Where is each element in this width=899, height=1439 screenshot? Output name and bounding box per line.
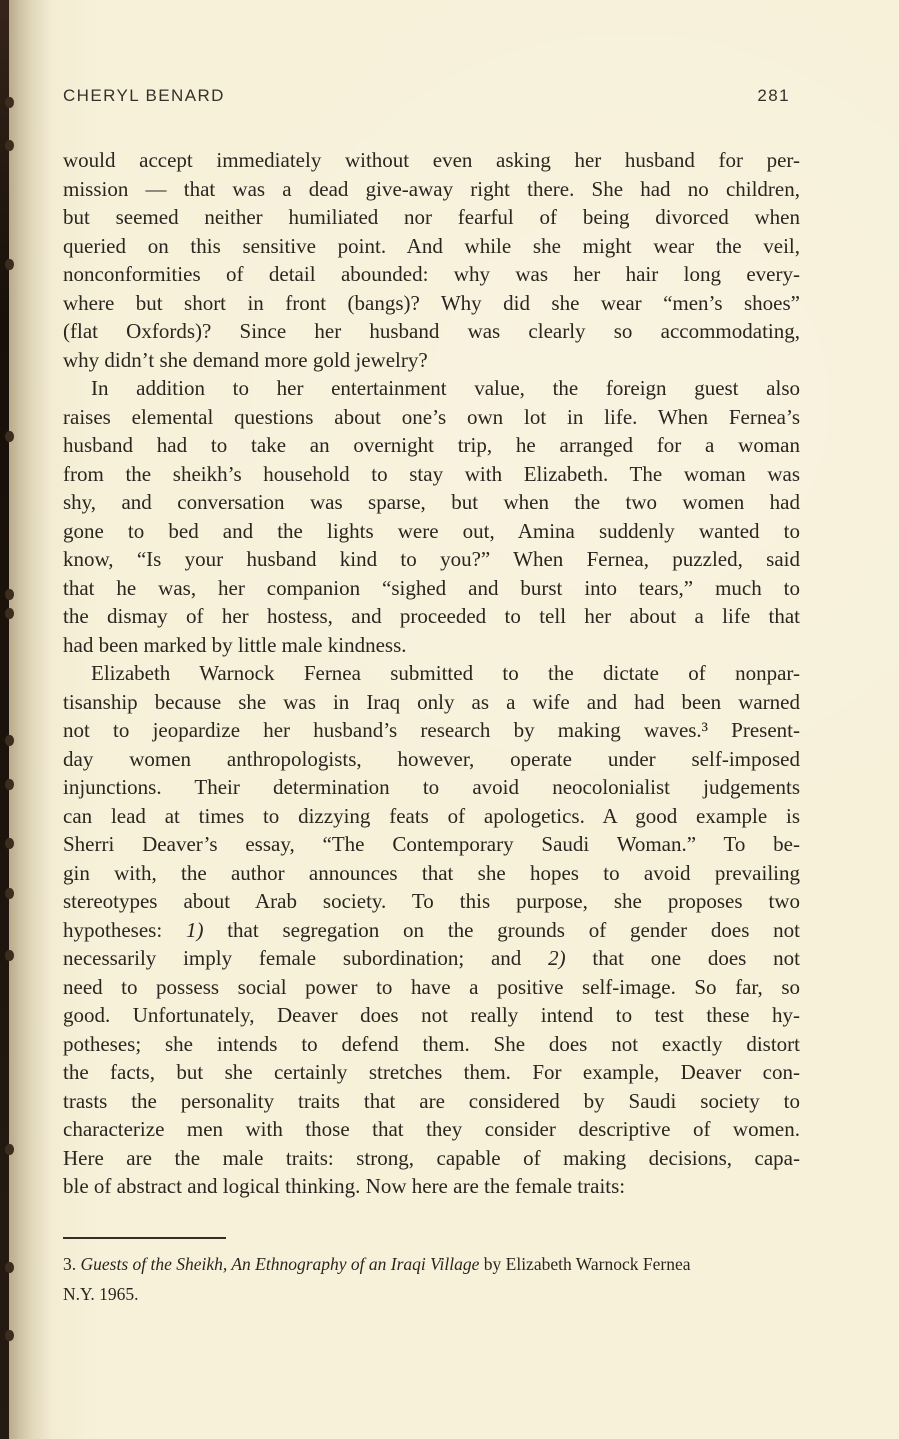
page-edge-mark: [5, 589, 14, 600]
header-page-number: 281: [757, 86, 790, 105]
page-edge-mark: [5, 1144, 14, 1155]
book-edge: [0, 0, 9, 1439]
text-segment: (flat Oxfords)? Since her husband was clearly so accommodating,: [63, 319, 800, 343]
body-text-line: [63, 232, 800, 261]
body-text-line: [63, 973, 800, 1002]
body-text-line: [63, 1087, 800, 1116]
text-segment: necessarily imply female subordination; and: [63, 946, 549, 970]
text-segment: would accept immediately without even asking her husband for per-: [63, 148, 800, 172]
body-text-line: [63, 802, 800, 831]
text-segment: need to possess social power to have a positive self-image. So far, so: [63, 974, 800, 999]
body-text-line: [63, 1001, 800, 1030]
body-text-line: [63, 688, 800, 717]
footnote-divider: [63, 1237, 226, 1239]
text-segment: that he was, her companion “sighed and burst into tears,” much to: [63, 575, 800, 600]
body-text-line: [63, 830, 800, 859]
italic-text: Guests of the Sheikh, An Ethnography of an Iraqi Village: [80, 1254, 480, 1274]
text-segment: Elizabeth Warnock Fernea submitted to the dictate of nonpar-: [91, 661, 800, 685]
footnote: [63, 1249, 823, 1309]
body-text-line: [63, 574, 800, 603]
text-segment: why didn’t she demand more gold jewelry?: [63, 347, 428, 372]
text-segment: potheses; she intends to defend them. She does not exactly distort: [63, 1031, 800, 1056]
text-segment: can lead at times to dizzying feats of apologetics. A good example is: [63, 803, 800, 828]
page-edge-mark: [5, 259, 14, 270]
body-text-line: [63, 431, 800, 460]
running-header: [63, 86, 790, 106]
text-segment: hypotheses:: [63, 917, 186, 942]
text-segment: know, “Is your husband kind to you?” When Fernea, puzzled, said: [63, 547, 800, 571]
body-text-line: [63, 1058, 800, 1087]
body-text-line: [63, 403, 800, 432]
body-text-line: [63, 517, 800, 546]
body-text-line: [63, 1144, 800, 1173]
text-segment: the dismay of her hostess, and proceeded to tell her about a life that: [63, 604, 800, 628]
page-curve-shadow: [9, 0, 53, 1439]
text-segment: nonconformities of detail abounded: why was her hair long every-: [63, 262, 800, 286]
body-text-line: [63, 260, 800, 289]
body-text-line: [63, 545, 800, 574]
footnote-line: [63, 1279, 823, 1309]
text-segment: good. Unfortunately, Deaver does not really intend to test these hy-: [63, 1003, 800, 1027]
page-edge-mark: [5, 1262, 14, 1273]
body-text-line: [63, 1115, 800, 1144]
text-segment: gin with, the author announces that she hopes to avoid prevailing: [63, 860, 800, 885]
text-segment: tisanship because she was in Iraq only as a wife and had been warned: [63, 689, 800, 714]
body-text-line: [63, 773, 800, 802]
body-text-line: [63, 488, 800, 517]
page-edge-mark: [5, 140, 14, 151]
paragraph: [63, 146, 800, 374]
body-text-line: [63, 289, 800, 318]
body-text-line: [63, 317, 800, 346]
text-segment: 3.: [63, 1254, 81, 1274]
body-text-line: [63, 859, 800, 888]
text-segment: shy, and conversation was sparse, but when the two women had: [63, 490, 800, 514]
body-text-line: [63, 346, 800, 375]
body-text-line: [63, 175, 800, 204]
text-segment: raises elemental questions about one’s own lot in life. When Fernea’s: [63, 404, 800, 429]
body-text-line: [63, 659, 800, 688]
page-edge-mark: [5, 950, 14, 961]
text-segment: Here are the male traits: strong, capable of making decisions, capa-: [63, 1145, 800, 1170]
body-text-line: [63, 944, 800, 973]
text-segment: In addition to her entertainment value, the foreign guest also: [91, 376, 800, 400]
text-segment: gone to bed and the lights were out, Amina suddenly wanted to: [63, 518, 800, 543]
page-edge-mark: [5, 608, 14, 619]
text-segment: but seemed neither humiliated nor fearful of being divorced when: [63, 205, 800, 229]
paragraph: [63, 659, 800, 1201]
text-segment: day women anthropologists, however, operate under self-imposed: [63, 746, 800, 771]
page-edge-mark: [5, 97, 14, 108]
text-segment: ble of abstract and logical thinking. Now here are the female traits:: [63, 1174, 626, 1198]
paragraph: [63, 1249, 823, 1309]
body-text: [63, 146, 800, 1201]
body-text-line: [63, 602, 800, 631]
text-segment: injunctions. Their determination to avoid neocolonialist judgements: [63, 775, 800, 799]
body-text-line: [63, 716, 800, 745]
text-segment: mission — that was a dead give-away right there. She had no children,: [63, 176, 800, 201]
text-segment: that segregation on the grounds of gender does not: [203, 917, 800, 942]
text-segment: stereotypes about Arab society. To this purpose, she proposes two: [63, 889, 800, 913]
footnote-line: [63, 1249, 823, 1279]
body-text-line: [63, 146, 800, 175]
page-edge-mark: [5, 779, 14, 790]
text-segment: that one does not: [565, 946, 800, 970]
text-segment: N.Y. 1965.: [63, 1284, 139, 1304]
text-segment: husband had to take an overnight trip, he arranged for a woman: [63, 433, 800, 457]
page-edge-mark: [5, 735, 14, 746]
body-text-line: [63, 1172, 800, 1201]
italic-text: 2): [548, 946, 566, 970]
text-segment: not to jeopardize her husband’s research by making waves.³ Present-: [63, 718, 800, 742]
body-text-line: [63, 374, 800, 403]
header-author: CHERYL BENARD: [63, 86, 225, 105]
text-segment: Sherri Deaver’s essay, “The Contemporary Saudi Woman.” To be-: [63, 832, 800, 856]
page-edge-mark: [5, 431, 14, 442]
page-edge-mark: [5, 1330, 14, 1341]
text-segment: by Elizabeth Warnock Fernea: [479, 1254, 691, 1274]
text-segment: characterize men with those that they consider descriptive of women.: [63, 1117, 800, 1141]
paragraph: [63, 374, 800, 659]
text-segment: queried on this sensitive point. And while she might wear the veil,: [63, 233, 800, 258]
text-segment: trasts the personality traits that are considered by Saudi society to: [63, 1088, 800, 1113]
body-text-line: [63, 1030, 800, 1059]
body-text-line: [63, 631, 800, 660]
body-text-line: [63, 887, 800, 916]
text-segment: from the sheikh’s household to stay with Elizabeth. The woman was: [63, 461, 800, 486]
page-edge-mark: [5, 888, 14, 899]
body-text-line: [63, 203, 800, 232]
body-text-line: [63, 460, 800, 489]
body-text-line: [63, 916, 800, 945]
text-segment: the facts, but she certainly stretches them. For example, Deaver con-: [63, 1060, 800, 1084]
body-text-line: [63, 745, 800, 774]
page-edge-mark: [5, 838, 14, 849]
text-segment: had been marked by little male kindness.: [63, 632, 407, 657]
italic-text: 1): [185, 917, 204, 942]
text-segment: where but short in front (bangs)? Why did she wear “men’s shoes”: [63, 290, 800, 315]
